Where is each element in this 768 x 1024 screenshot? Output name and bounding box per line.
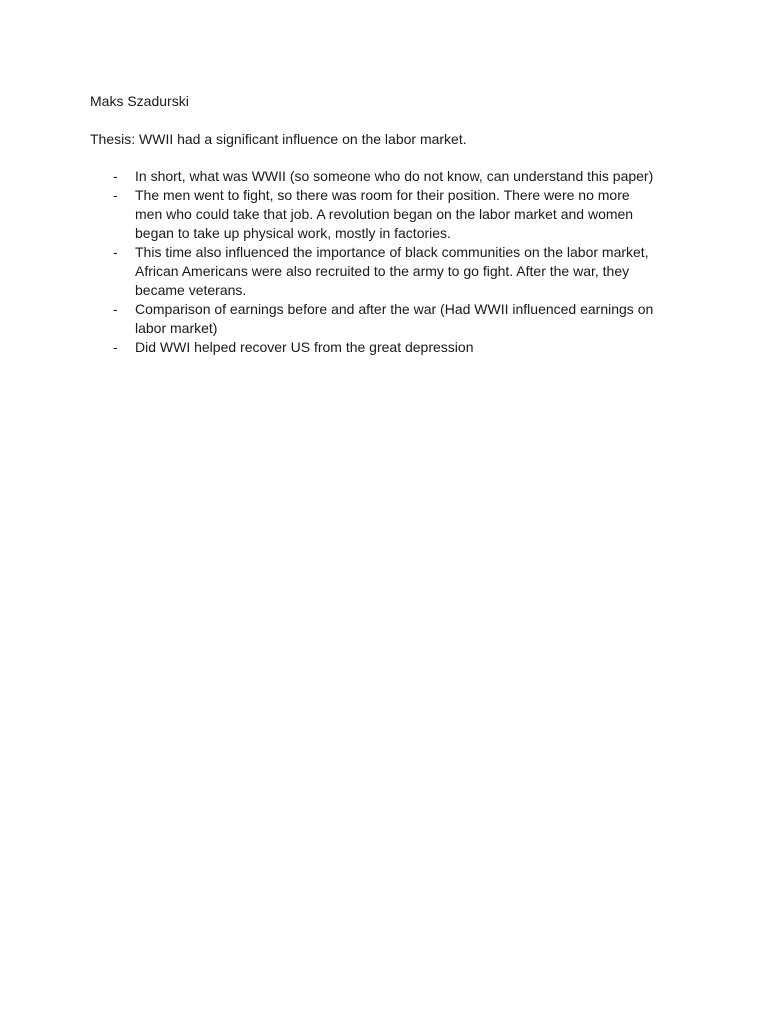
outline-item-text: This time also influenced the importance of black communities on the labor market, African Americans were also recruited to the army to go fight. After the war, they became veterans. <box>135 244 649 298</box>
outline-item <box>0 243 660 300</box>
bullet-dash: - <box>113 339 118 355</box>
outline-item <box>0 338 660 357</box>
outline-item <box>0 300 660 338</box>
outline-item-text: The men went to fight, so there was room for their position. There were no more men who could take that job. A revolution began on the labor market and women began to take up physical work, mostly in factories. <box>135 187 634 241</box>
outline-item <box>0 167 660 186</box>
outline-item-text: In short, what was WWII (so someone who do not know, can understand this paper) <box>135 168 654 184</box>
outline-item-text: Comparison of earnings before and after the war (Had WWII influenced earnings on labor market) <box>135 301 654 336</box>
outline-item-text: Did WWI helped recover US from the great depression <box>135 339 474 355</box>
bullet-dash: - <box>113 168 118 184</box>
bullet-dash: - <box>113 301 118 317</box>
bullet-dash: - <box>113 187 118 203</box>
thesis-statement: Thesis: WWII had a significant influence on the labor market. <box>90 131 467 147</box>
author-name: Maks Szadurski <box>90 93 189 109</box>
bullet-dash: - <box>113 244 118 260</box>
outline-list <box>0 167 768 357</box>
outline-item <box>0 186 660 243</box>
